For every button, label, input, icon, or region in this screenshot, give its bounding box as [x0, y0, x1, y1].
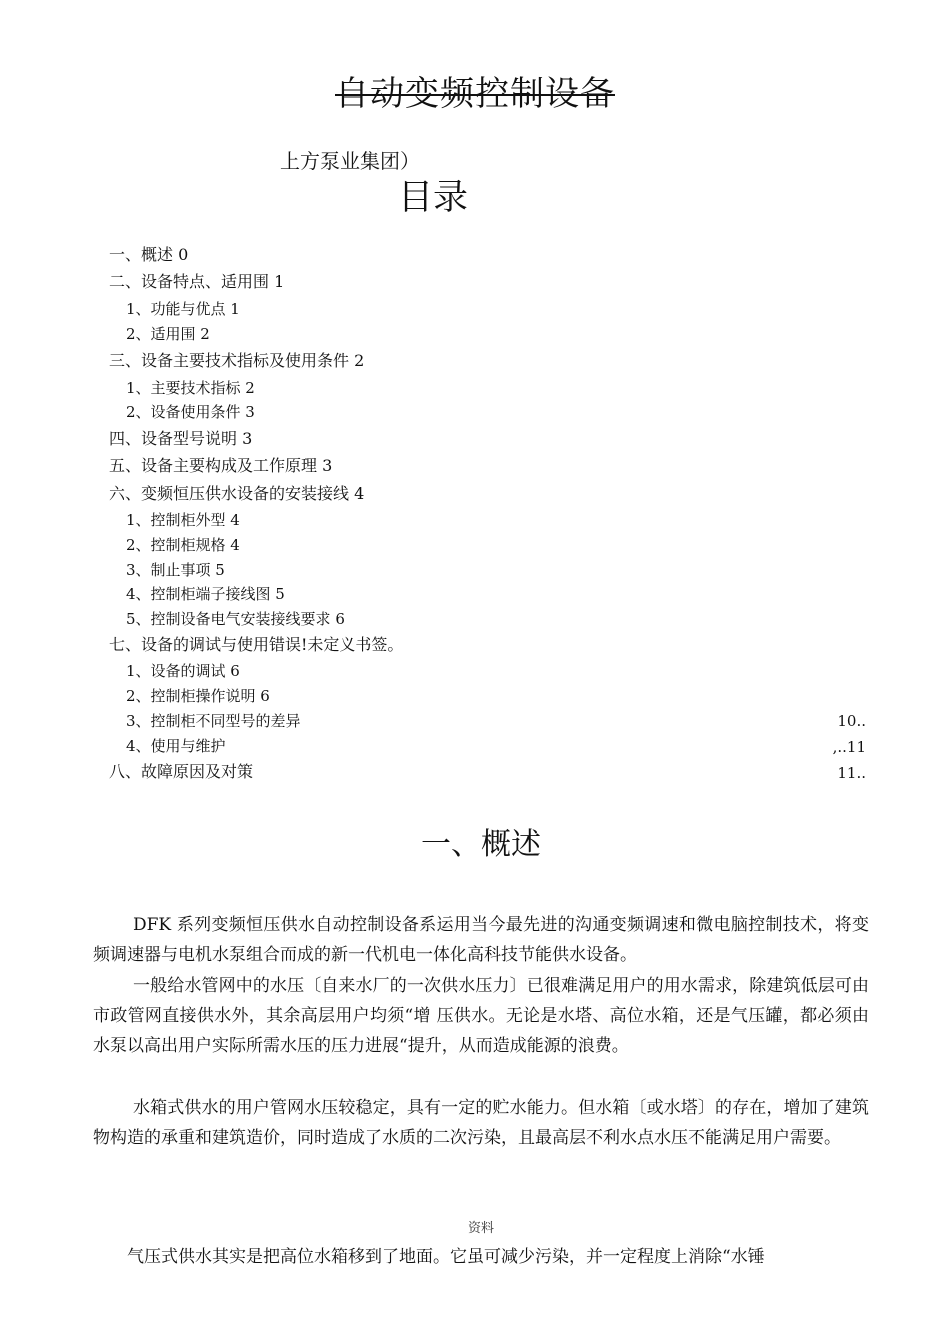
section-heading: 一、概述 [421, 827, 541, 862]
body-paragraph-continued: 气压式供水其实是把高位水箱移到了地面。它虽可减少污染，并一定程度上消除“水锤 [127, 1247, 765, 1267]
toc-page-number: 11.. [837, 764, 866, 782]
toc-entry[interactable]: 1、主要技术指标 2 [126, 379, 255, 397]
toc-heading: 目录 [397, 178, 468, 218]
toc-entry[interactable]: 3、制止事项 5 [126, 561, 225, 579]
toc-entry[interactable]: 2、适用围 2 [126, 325, 210, 343]
toc-entry[interactable]: 2、设备使用条件 3 [126, 403, 255, 421]
toc-entry[interactable]: 2、控制柜操作说明 6 [126, 687, 270, 705]
toc-page-number: 10.. [837, 712, 866, 730]
toc-entry[interactable]: 3、控制柜不同型号的差异 [126, 712, 301, 730]
toc-entry[interactable]: 八、故障原因及对策 [109, 762, 254, 781]
toc-entry[interactable]: 五、设备主要构成及工作原理 3 [109, 456, 333, 475]
toc-entry[interactable]: 1、控制柜外型 4 [126, 511, 240, 529]
toc-entry[interactable]: 六、变频恒压供水设备的安装接线 4 [109, 484, 365, 503]
body-paragraph: 水箱式供水的用户管网水压较稳定，具有一定的贮水能力。但水箱〔或水塔〕的存在，增加了建筑物构造的承重和建筑造价，同时造成了水质的二次污染，且最高层不利水点水压不能满足用户需要。 [93, 1098, 869, 1148]
page-footer-label: 资料 [467, 1221, 494, 1236]
toc-entry[interactable]: 七、设备的调试与使用错误!未定义书签。 [109, 635, 404, 654]
toc-entry[interactable]: 5、控制设备电气安装接线要求 6 [126, 610, 345, 628]
toc-entry[interactable]: 一、概述 0 [109, 245, 189, 264]
body-paragraph: DFK 系列变频恒压供水自动控制设备系运用当今最先进的沟通变频调速和微电脑控制技术，将变频调速器与电机水泵组合而成的新一代机电一体化高科技节能供水设备。 [93, 915, 869, 965]
body-paragraph: 一般给水管网中的水压〔自来水厂的一次供水压力〕已很难满足用户的用水需求，除建筑低层可由市政管网直接供水外，其余高层用户均须“增 压供水。无论是水塔、高位水箱，还是气压罐，都必须由水泵以高出用户实际所需水压的压力进展“提升，从而造成能源的浪费。 [93, 976, 869, 1056]
toc-entry[interactable]: 4、控制柜端子接线图 5 [126, 585, 285, 603]
toc-entry[interactable]: 四、设备型号说明 3 [109, 429, 253, 448]
toc-entry[interactable]: 1、设备的调试 6 [126, 662, 240, 680]
toc-entry[interactable]: 1、功能与优点 1 [126, 300, 240, 318]
document-title: 自动变频控制设备 [335, 74, 615, 114]
toc-entry[interactable]: 2、控制柜规格 4 [126, 536, 240, 554]
toc-page-number: ,..11 [832, 738, 866, 756]
document-subtitle: 上方泵业集团） [280, 149, 420, 173]
toc-entry[interactable]: 三、设备主要技术指标及使用条件 2 [109, 351, 365, 370]
toc-entry[interactable]: 4、使用与维护 [126, 737, 226, 755]
toc-entry[interactable]: 二、设备特点、适用围 1 [109, 272, 285, 291]
